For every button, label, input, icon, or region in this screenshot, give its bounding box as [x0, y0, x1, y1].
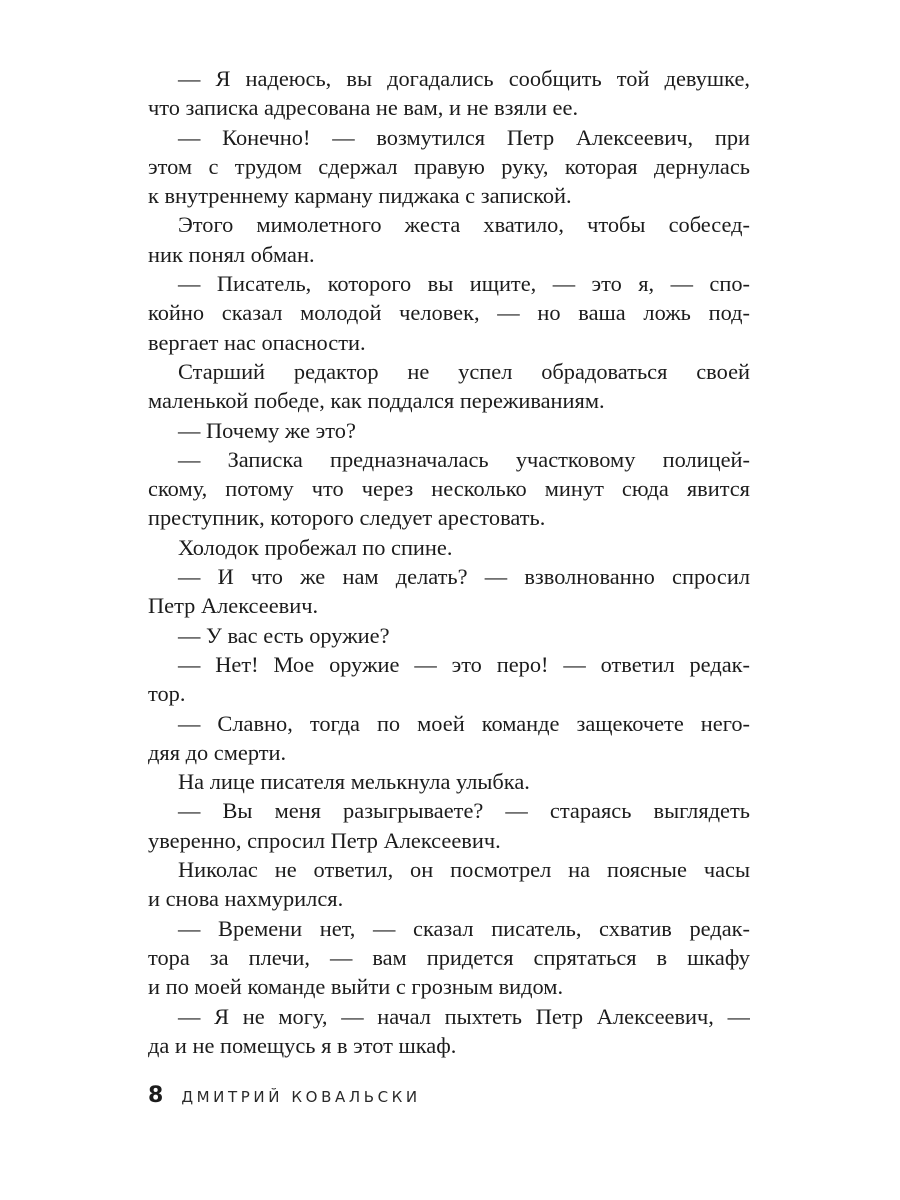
text-line: маленькой победе, как поддался переживаниям.: [148, 388, 605, 414]
paragraph: [148, 562, 750, 621]
paragraph: [148, 1002, 750, 1061]
text-line: да и не помещусь я в этот шкаф.: [148, 1032, 457, 1058]
running-head-author: ДМИТРИЙ КОВАЛЬСКИ: [181, 1088, 421, 1106]
text-line: ник понял обман.: [148, 241, 315, 267]
text-line: На лице писателя мелькнула улыбка.: [178, 769, 530, 795]
text-line: — Конечно! — возмутился Петр Алексеевич, при: [178, 124, 750, 150]
text-line: — Почему же это?: [178, 417, 356, 443]
text-line: Этого мимолетного жеста хватило, чтобы собесед-: [178, 212, 750, 238]
text-line: — Вы меня разыгрываете? — стараясь выглядеть: [178, 798, 750, 824]
text-line: — Записка предназначалась участковому полицей-: [178, 446, 750, 472]
text-line: койно сказал молодой человек, — но ваша ложь под-: [148, 300, 750, 326]
text-line: и по моей команде выйти с грозным видом.: [148, 974, 564, 1000]
text-line: Старший редактор не успел обрадоваться своей: [178, 358, 750, 384]
paragraph: [148, 445, 750, 533]
paragraph: [148, 855, 750, 914]
text-line: этом с трудом сдержал правую руку, которая дернулась: [148, 153, 750, 179]
text-line: и снова нахмурился.: [148, 886, 344, 912]
paragraph: [148, 650, 750, 709]
page-footer: [148, 1083, 421, 1123]
text-line: — У вас есть оружие?: [178, 622, 390, 648]
text-line: тора за плечи, — вам придется спрятаться в шкафу: [148, 944, 750, 970]
text-line: Николас не ответил, он посмотрел на поясные часы: [178, 857, 750, 883]
paragraph: [148, 416, 750, 445]
paragraph: [148, 210, 750, 269]
paragraph: [148, 621, 750, 650]
body-text: [148, 64, 750, 1060]
paragraph: [148, 269, 750, 357]
page-number: 8: [148, 1083, 164, 1108]
paragraph: [148, 533, 750, 562]
paragraph: [148, 64, 750, 123]
text-line: — Я надеюсь, вы догадались сообщить той девушке,: [178, 66, 750, 91]
book-page: [148, 64, 750, 1144]
paragraph: [148, 767, 750, 796]
paragraph: [148, 796, 750, 855]
text-line: — И что же нам делать? — взволнованно спросил: [178, 564, 750, 590]
text-line: Петр Алексеевич.: [148, 593, 319, 619]
text-line: вергает нас опасности.: [148, 329, 366, 355]
text-line: дяя до смерти.: [148, 739, 287, 765]
text-line: Холодок пробежал по спине.: [178, 534, 453, 560]
text-line: — Я не могу, — начал пыхтеть Петр Алексеевич, —: [178, 1003, 750, 1029]
paragraph: [148, 123, 750, 211]
text-line: — Писатель, которого вы ищите, — это я, — спо-: [178, 271, 750, 297]
text-line: к внутреннему карману пиджака с запиской.: [148, 183, 572, 209]
text-line: уверенно, спросил Петр Алексеевич.: [148, 827, 501, 853]
paragraph: [148, 357, 750, 416]
text-line: скому, потому что через несколько минут сюда явится: [148, 476, 750, 502]
text-line: — Времени нет, — сказал писатель, схватив редак-: [178, 915, 750, 941]
text-line: тор.: [148, 681, 186, 707]
paragraph: [148, 709, 750, 768]
text-line: — Славно, тогда по моей команде защекочете него-: [178, 710, 750, 736]
text-line: что записка адресована не вам, и не взяли ее.: [148, 95, 579, 121]
text-line: преступник, которого следует арестовать.: [148, 505, 546, 531]
paragraph: [148, 914, 750, 1002]
text-line: — Нет! Мое оружие — это перо! — ответил редак-: [178, 651, 750, 677]
